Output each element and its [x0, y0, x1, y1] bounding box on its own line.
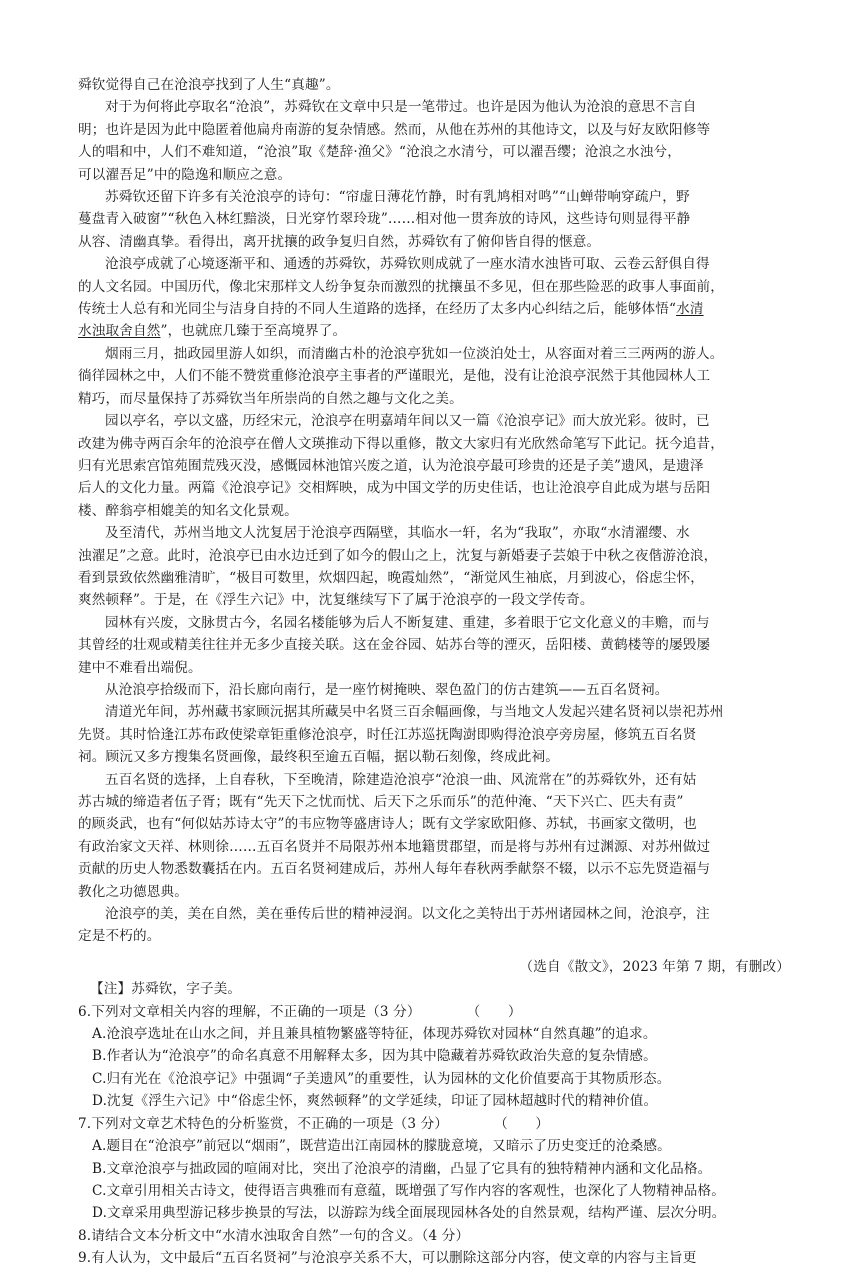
question-text: 9.有人认为，文中最后“五百名贤祠”与沧浪亭关系不大，可以删除这部分内容，使文章的内容与主旨更 [78, 1250, 697, 1267]
article-line [78, 836, 790, 858]
answer-option: B.作者认为“沧浪亭”的命名真意不用解释太多，因为其中隐藏着苏舜钦政治失意的复杂情感。 [92, 1048, 657, 1065]
article-line [78, 679, 790, 701]
question-list [78, 1001, 790, 1270]
answer-blank[interactable]: （ ） [466, 1003, 522, 1020]
line-text: 祠。顾沅又多方搜集名贤画像，最终积至逾五百幅，据以勒石刻像，终成此祠。 [78, 749, 560, 766]
answer-option: A.沧浪亭选址在山水之间，并且兼具植物繁盛等特征，体现苏舜钦对园林“自然真趣”的追求。 [92, 1026, 657, 1043]
article-line [78, 96, 790, 118]
line-text: ”，也就庶几臻于至高境界了。 [160, 323, 347, 340]
question-text: 7.下列对文章艺术特色的分析鉴赏，不正确的一项是（3 分） [78, 1115, 449, 1132]
article-line [78, 343, 790, 365]
line-text: 先贤。其时恰逢江苏布政使梁章钜重修沧浪亭，时任江苏巡抚陶澍即购得沧浪亭旁房屋，修筑五百名贤 [78, 726, 697, 743]
article-line [78, 231, 790, 253]
article-line [78, 858, 790, 880]
line-text: 明；也许是因为此中隐匿着他扁舟南游的复杂情感。然而，从他在苏州的其他诗文，以及与好友欧阳修等 [78, 121, 711, 138]
article-line [78, 522, 790, 544]
line-text: 沧浪亭的美，美在自然，美在垂传后世的精神浸润。以文化之美特出于苏州诸园林之间，沧浪亭，注 [105, 906, 710, 923]
answer-option: A.题目在“沧浪亭”前冠以“烟雨”，既营造出江南园林的朦胧意境，又暗示了历史变迁的沧桑感。 [92, 1138, 671, 1155]
article-line [78, 567, 790, 589]
line-text: 定是不朽的。 [78, 928, 161, 945]
article-line [78, 903, 790, 925]
article-line [78, 881, 790, 903]
line-text: 的人文名园。中国历代，像北宋那样文人纷争复杂而激烈的扰攘虽不多见，但在那些险恶的政事人事面前， [78, 278, 724, 295]
question-stem [78, 1225, 790, 1247]
article-line [78, 634, 790, 656]
article-line [78, 455, 790, 477]
line-text: 看到景致依然幽雅清旷，“极目可数里，炊烟四起，晚霞灿然”，“渐觉风生袖底，月到波心，俗虑尘怀， [78, 569, 705, 586]
line-text: 后人的文化力量。两篇《沧浪亭记》交相辉映，成为中国文学的历史佳话，也让沧浪亭自此成为堪与岳阳 [78, 480, 711, 497]
line-text: 贡献的历史人物悉数囊括在内。五百名贤祠建成后，苏州人每年春秋两季献祭不辍，以示不忘先贤造福与 [78, 861, 711, 878]
line-text: 传统士人总有和光同尘与洁身自持的不同人生道路的选择，在经历了太多内心纠结之后，能够体悟“ [78, 301, 677, 318]
article-line [78, 410, 790, 432]
article-line [78, 500, 790, 522]
line-text: 五百名贤的选择，上自春秋，下至晚清，除建造沧浪亭“沧浪一曲、风流常在”的苏舜钦外，还有姑 [105, 771, 697, 788]
line-text: 清道光年间，苏州藏书家顾沅据其所藏吴中名贤三百余幅画像，与当地文人发起兴建名贤祠以崇祀苏州 [105, 704, 724, 721]
line-text: 苏古城的缔造者伍子胥；既有“先天下之忧而忧、后天下之乐而乐”的范仲淹、“天下兴亡、匹夫有责” [78, 794, 684, 810]
article-line [78, 74, 790, 96]
line-text: 园以亭名，亭以文盛，历经宋元，沧浪亭在明嘉靖年间以又一篇《沧浪亭记》而大放光彩。彼时，已 [105, 413, 710, 430]
article-line [78, 119, 790, 141]
article-line [78, 925, 790, 947]
line-text: 精巧，而尽量保持了苏舜钦当年所崇尚的自然之趣与文化之美。 [78, 390, 463, 407]
question-text: 8.请结合文本分析文中“水清水浊取舍自然”一句的含义。（4 分） [78, 1227, 470, 1244]
article-line [78, 813, 790, 835]
question-stem [78, 1247, 790, 1269]
answer-blank[interactable]: （ ） [494, 1115, 550, 1132]
article-line [78, 791, 790, 813]
article-line [78, 589, 790, 611]
article-line [78, 298, 790, 320]
article-line [78, 186, 790, 208]
line-text: 爽然顿释”。于是，在《浮生六记》中，沈复继续写下了属于沧浪亭的一段文学传奇。 [78, 592, 594, 609]
article-line [78, 208, 790, 230]
line-text: 及至清代，苏州当地文人沈复居于沧浪亭西隔壁，其临水一轩，名为“我取”，亦取“水清濯缨、水 [105, 525, 690, 542]
article-line [78, 433, 790, 455]
article-line [78, 365, 790, 387]
article-line [78, 769, 790, 791]
article-line [78, 253, 790, 275]
article-line [78, 724, 790, 746]
article-line [78, 477, 790, 499]
article-line [78, 701, 790, 723]
question-stem [78, 1001, 790, 1023]
article-line [78, 141, 790, 163]
question-stem [78, 1113, 790, 1135]
article-line [78, 612, 790, 634]
article-line [78, 276, 790, 298]
article-line [78, 388, 790, 410]
line-text: 蔓盘青入破窗”“秋色入林红黯淡，日光穿竹翠玲珑”……相对他一贯奔放的诗风，这些诗句则显得平静 [78, 211, 691, 228]
line-text: 人的唱和中，人们不难知道，“沧浪”取《楚辞·渔父》“沧浪之水清兮，可以濯吾缨；沧浪之水浊兮， [78, 144, 682, 161]
line-text: 改建为佛寺两百余年的沧浪亭在僧人文瑛推动下得以重修，散文大家归有光欣然命笔写下此记。抚今追昔， [78, 435, 724, 452]
line-text: 烟雨三月，拙政园里游人如织，而清幽古朴的沧浪亭犹如一位淡泊处士，从容面对着三三两两的游人。 [105, 345, 724, 362]
article-line [78, 657, 790, 679]
line-text: 舜钦觉得自己在沧浪亭找到了人生“真趣”。 [78, 77, 340, 93]
line-text: 的顾炎武，也有“何似姑苏诗太守”的韦应物等盛唐诗人；既有文学家欧阳修、苏轼，书画家文徵明，也 [78, 816, 697, 833]
line-text: 沧浪亭成就了心境逐渐平和、通透的苏舜钦，苏舜钦则成就了一座水清水浊皆可取、云卷云舒俱自得 [105, 256, 710, 273]
source-citation: （选自《散文》，2023 年第 7 期，有删改） [519, 958, 790, 975]
article-body [78, 74, 790, 948]
answer-option: C.归有光在《沧浪亭记》中强调“子美遗风”的重要性，认为园林的文化价值要高于其物质形态。 [92, 1070, 671, 1087]
line-text: 有政治家文天祥、林则徐……五百名贤并不局限苏州本地籍贯郡望，而是将与苏州有过渊源、对苏州做过 [78, 838, 711, 855]
line-text: 教化之功德恩典。 [78, 883, 188, 900]
line-text: 建中不难看出端倪。 [78, 659, 202, 676]
article-line [78, 164, 790, 186]
line-text: 从沧浪亭拾级而下，沿长廊向南行，是一座竹树掩映、翠色盈门的仿古建筑——五百名贤祠。 [105, 681, 669, 698]
answer-option: D.沈复《浮生六记》中“俗虑尘怀，爽然顿释”的文学延续，印证了园林超越时代的精神价值。 [92, 1093, 658, 1110]
answer-option: B.文章沧浪亭与拙政园的喧闹对比，突出了沧浪亭的清幽，凸显了它具有的独特精神内涵和文化品格。 [92, 1160, 712, 1177]
question-text: 6.下列对文章相关内容的理解，不正确的一项是（3 分） [78, 1003, 421, 1020]
answer-option: D.文章采用典型游记移步换景的写法，以游踪为线全面展现园林各处的自然景观，结构严谨、层次分明。 [92, 1205, 726, 1222]
line-text: 园林有兴废，文脉贯古今，名园名楼能够为后人不断复建、重建，多着眼于它文化意义的丰赡，而与 [105, 614, 710, 631]
line-text: 对于为何将此亭取名“沧浪”，苏舜钦在文章中只是一笔带过。也许是因为他认为沧浪的意思不言自 [105, 99, 697, 116]
line-text: 楼、醉翁亭相媲美的知名文化景观。 [78, 502, 298, 519]
answer-option: C.文章引用相关古诗文，使得语言典雅而有意蕴，既增强了写作内容的客观性，也深化了人物精神品格。 [92, 1182, 726, 1199]
underlined-phrase: 水浊取舍自然 [78, 323, 161, 340]
line-text: 苏舜钦还留下许多有关沧浪亭的诗句：“帘虚日薄花竹静，时有乳鸠相对鸣”“山蝉带响穿疏户，野 [105, 189, 690, 206]
line-text: 浊濯足”之意。此时，沧浪亭已由水边迁到了如今的假山之上，沈复与新婚妻子芸娘于中秋之夜偕游沧浪， [78, 547, 718, 564]
line-text: 其曾经的壮观或精美往往并无多少直接关联。这在金谷园、姑苏台等的湮灭，岳阳楼、黄鹤楼等的屡毁屡 [78, 637, 711, 654]
article-line [78, 320, 790, 342]
underlined-phrase: 水清 [676, 301, 704, 318]
line-text: 归有光思索宫馆苑囿荒残灭没，感慨园林池馆兴废之道，认为沧浪亭最可珍贵的还是子美”遗风，是遗泽 [78, 457, 704, 474]
line-text: 可以濯吾足”中的隐逸和顺应之意。 [78, 166, 292, 183]
line-text: 从容、清幽真挚。看得出，离开扰攘的政争复归自然，苏舜钦有了俯仰皆自得的惬意。 [78, 233, 601, 250]
line-text: 徜徉园林之中，人们不能不赞赏重修沧浪亭主事者的严谨眼光，是他，没有让沧浪亭泯然于其他园林人工 [78, 368, 711, 385]
article-line [78, 545, 790, 567]
annotation-note: 【注】苏舜钦，字子美。 [90, 981, 242, 998]
article-line [78, 746, 790, 768]
